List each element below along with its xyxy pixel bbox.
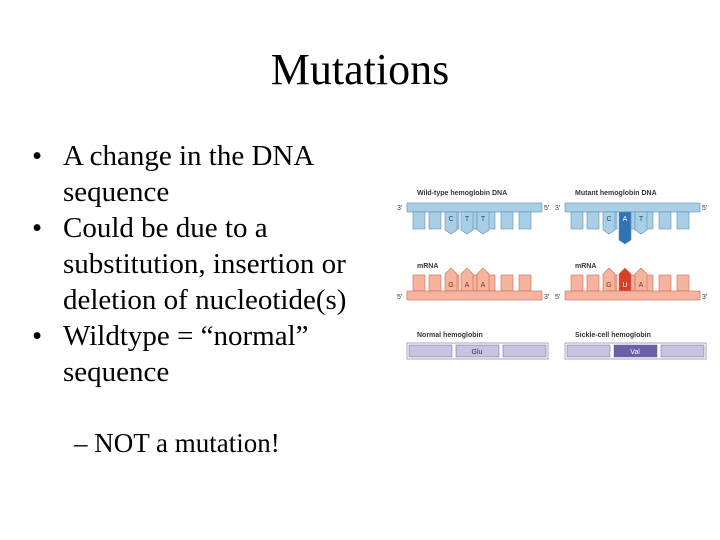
dna-end-label: 3' xyxy=(555,205,561,212)
bullet-icon: • xyxy=(32,212,43,244)
dna-end-label: 5' xyxy=(702,205,708,212)
amino-acid-label: Val xyxy=(630,349,640,356)
mrna-end-label: 3' xyxy=(702,294,708,301)
dna-base-label: C xyxy=(606,216,612,223)
dna-base-tooth xyxy=(501,212,513,229)
dna-base-tooth xyxy=(659,212,671,229)
mrna-title: mRNA xyxy=(417,263,439,270)
mrna-base-label: G xyxy=(448,282,454,289)
mutation-figure xyxy=(393,182,708,364)
dna-base-label: T xyxy=(480,216,486,223)
mrna-end-label: 5' xyxy=(555,294,561,301)
amino-acid xyxy=(661,345,704,357)
dna-backbone xyxy=(407,203,542,212)
dna-end-label: 3' xyxy=(397,205,403,212)
dna-base-label: T xyxy=(638,216,644,223)
mrna-backbone xyxy=(565,291,700,300)
mrna-base-label: A xyxy=(464,282,470,289)
mrna-base-tooth xyxy=(659,275,671,291)
protein-title: Normal hemoglobin xyxy=(417,332,483,339)
amino-acid-label: Glu xyxy=(471,349,483,356)
mrna-base-label: A xyxy=(638,282,644,289)
dna-title: Mutant hemoglobin DNA xyxy=(575,190,657,197)
bullet-text: Could be due to a substitution, insertion or deletion of nucleotide(s) xyxy=(63,212,347,316)
bullet-item xyxy=(30,138,390,210)
mrna-backbone xyxy=(407,291,542,300)
wild-type-panel xyxy=(397,190,549,359)
dna-backbone xyxy=(565,203,700,212)
bullet-icon: • xyxy=(32,320,43,352)
mutant-panel xyxy=(555,190,707,359)
slide-title: Mutations xyxy=(270,45,450,94)
bullet-list xyxy=(30,138,390,390)
dna-base-tooth xyxy=(519,212,531,229)
dna-base-label: T xyxy=(464,216,470,223)
dna-base-label: C xyxy=(448,216,454,223)
mrna-base-tooth xyxy=(413,275,425,291)
mrna-base-label: G xyxy=(606,282,612,289)
bullet-text: A change in the DNA sequence xyxy=(63,140,313,208)
mrna-base-tooth xyxy=(519,275,531,291)
mrna-base-label: A xyxy=(480,282,486,289)
dna-base-tooth xyxy=(571,212,583,229)
bullet-text: Wildtype = “normal” sequence xyxy=(63,320,309,388)
mrna-base-tooth xyxy=(429,275,441,291)
dna-base-label: A xyxy=(622,216,628,223)
dna-end-label: 5' xyxy=(544,205,550,212)
dna-base-tooth xyxy=(413,212,425,229)
bullet-icon: • xyxy=(32,140,43,172)
protein-title: Sickle-cell hemoglobin xyxy=(575,332,651,339)
dna-base-tooth xyxy=(587,212,599,229)
bullet-item xyxy=(30,318,390,390)
amino-acid xyxy=(503,345,546,357)
mrna-base-tooth xyxy=(501,275,513,291)
amino-acid xyxy=(567,345,610,357)
mrna-base-tooth xyxy=(677,275,689,291)
bullet-item xyxy=(30,210,390,318)
mrna-base-tooth xyxy=(571,275,583,291)
mrna-end-label: 3' xyxy=(544,294,550,301)
dna-base-tooth xyxy=(677,212,689,229)
amino-acid xyxy=(409,345,452,357)
sub-bullet: – NOT a mutation! xyxy=(74,428,280,458)
mrna-base-label: U xyxy=(622,282,628,289)
mrna-base-tooth xyxy=(587,275,599,291)
dna-base-tooth xyxy=(429,212,441,229)
dna-title: Wild-type hemoglobin DNA xyxy=(417,190,508,197)
mrna-end-label: 5' xyxy=(397,294,403,301)
mrna-title: mRNA xyxy=(575,263,597,270)
